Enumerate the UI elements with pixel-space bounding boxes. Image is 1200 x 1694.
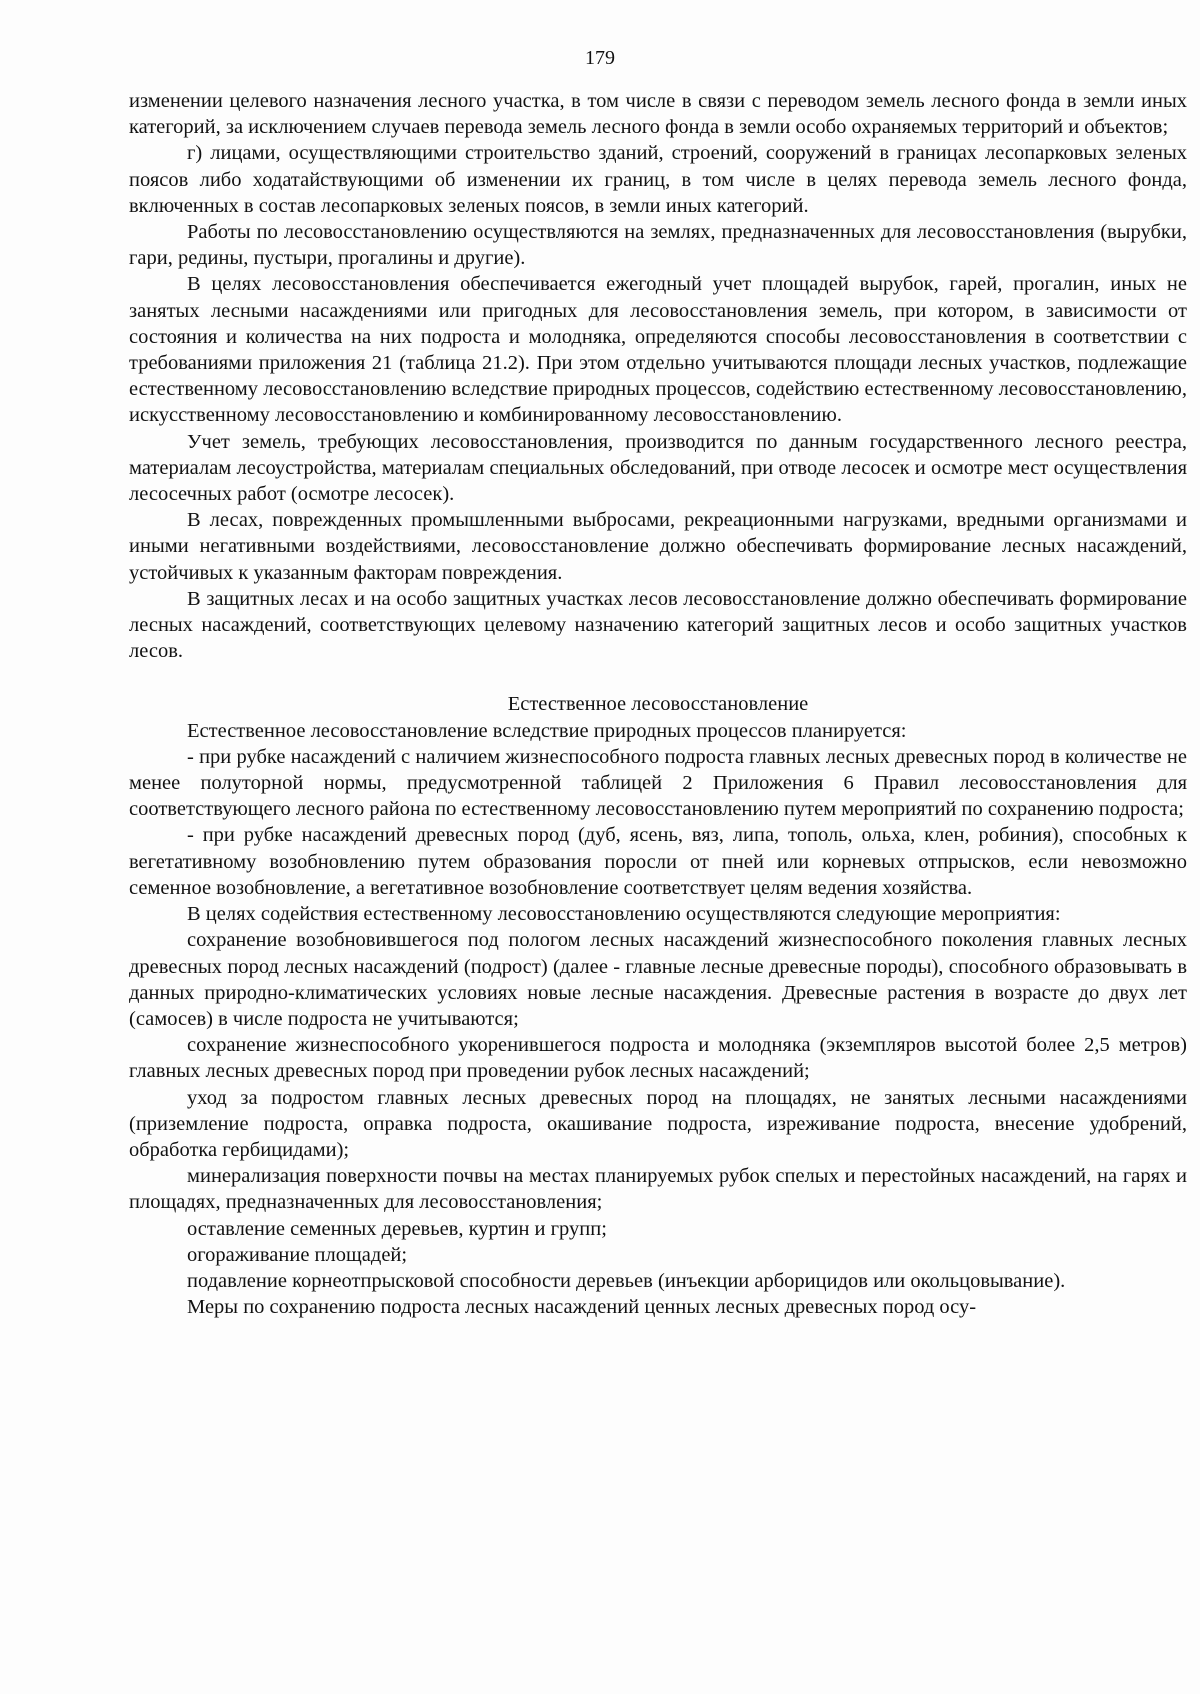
- section-paragraph: Естественное лесовосстановление вследствие природных процессов планируется:: [187, 719, 907, 742]
- section-heading: Естественное лесовосстановление: [507, 693, 809, 716]
- paragraph: изменении целевого назначения лесного участка, в том числе в связи с переводом земель лесного фонда в земли иных категорий, за исключением случаев перевода земель лесного фонда в земли особо охраняемых территорий и объектов;: [129, 90, 1187, 139]
- paragraph: В целях лесовосстановления обеспечивается ежегодный учет площадей вырубок, гарей, прогалин, иных не занятых лесными насаждениями или пригодных для лесовосстановления земель, при котором, в зависимости от состояния и количества на них подроста и молодняка, определяются способы лесовосстановления в соответствии с требованиями приложения 21 (таблица 21.2). При этом отдельно учитываются площади лесных участков, подлежащие естественному лесовосстановлению вследствие природных процессов, содействию естественному лесовосстановлению, искусственному лесовосстановлению и комбинированному лесовосстановлению.: [129, 273, 1187, 427]
- list-item: огораживание площадей;: [187, 1243, 408, 1266]
- page-body: [129, 88, 1187, 1320]
- section-paragraph: Меры по сохранению подроста лесных насаждений ценных лесных древесных пород осу-: [187, 1296, 977, 1319]
- paragraph: Работы по лесовосстановлению осуществляются на землях, предназначенных для лесовосстановления (вырубки, гари, редины, пустыри, прогалины и другие).: [129, 221, 1187, 270]
- list-item: подавление корнеотпрысковой способности деревьев (инъекции арборицидов или окольцовывание).: [187, 1269, 1066, 1292]
- list-item: сохранение жизнеспособного укоренившегося подроста и молодняка (экземпляров высотой более 2,5 метров) главных лесных древесных пород при проведении рубок лесных насаждений;: [129, 1034, 1187, 1083]
- section-paragraph: В целях содействия естественному лесовосстановлению осуществляются следующие мероприятия:: [187, 903, 1061, 926]
- list-item: оставление семенных деревьев, куртин и групп;: [187, 1217, 607, 1240]
- list-item: сохранение возобновившегося под пологом лесных насаждений жизнеспособного поколения главных лесных древесных пород лесных насаждений (подрост) (далее - главные лесные древесные породы), способного образовывать в данных природно-климатических условиях новые лесные насаждения. Древесные растения в возрасте до двух лет (самосев) в числе подроста не учитываются;: [129, 929, 1187, 1030]
- paragraph: В лесах, поврежденных промышленными выбросами, рекреационными нагрузками, вредными организмами и иными негативными воздействиями, лесовосстановление должно обеспечивать формирование лесных насаждений, устойчивых к указанным факторам повреждения.: [129, 509, 1187, 584]
- list-item: - при рубке насаждений с наличием жизнеспособного подроста главных лесных древесных пород в количестве не менее полуторной нормы, предусмотренной таблицей 2 Приложения 6 Правил лесовосстановления для соответствующего лесного района по естественному лесовосстановлению путем мероприятий по сохранению подроста;: [129, 745, 1187, 821]
- paragraph: г) лицами, осуществляющими строительство зданий, строений, сооружений в границах лесопарковых зеленых поясов либо ходатайствующими об изменении их границ, в том числе в целях перевода земель лесного фонда, включенных в состав лесопарковых зеленых поясов, в земли иных категорий.: [129, 142, 1187, 217]
- paragraph: В защитных лесах и на особо защитных участках лесов лесовосстановление должно обеспечивать формирование лесных насаждений, соответствующих целевому назначению категорий защитных лесов и особо защитных участков лесов.: [129, 587, 1187, 663]
- list-item: уход за подростом главных лесных древесных пород на площадях, не занятых лесными насаждениями (приземление подроста, оправка подроста, окашивание подроста, изреживание подроста, внесение удобрений, обработка гербицидами);: [129, 1086, 1187, 1161]
- paragraph: Учет земель, требующих лесовосстановления, производится по данным государственного лесного реестра, материалам лесоустройства, материалам специальных обследований, при отводе лесосек и осмотре мест осуществления лесосечных работ (осмотре лесосек).: [129, 430, 1187, 506]
- list-item: - при рубке насаждений древесных пород (дуб, ясень, вяз, липа, тополь, ольха, клен, робиния), способных к вегетативному возобновлению путем образования поросли от пней или корневых отпрысков, если невозможно семенное возобновление, а вегетативное возобновление соответствует целям ведения хозяйства.: [129, 824, 1187, 899]
- list-item: минерализация поверхности почвы на местах планируемых рубок спелых и перестойных насаждений, на гарях и площадях, предназначенных для лесовосстановления;: [129, 1165, 1187, 1214]
- page-number: 179: [585, 47, 615, 69]
